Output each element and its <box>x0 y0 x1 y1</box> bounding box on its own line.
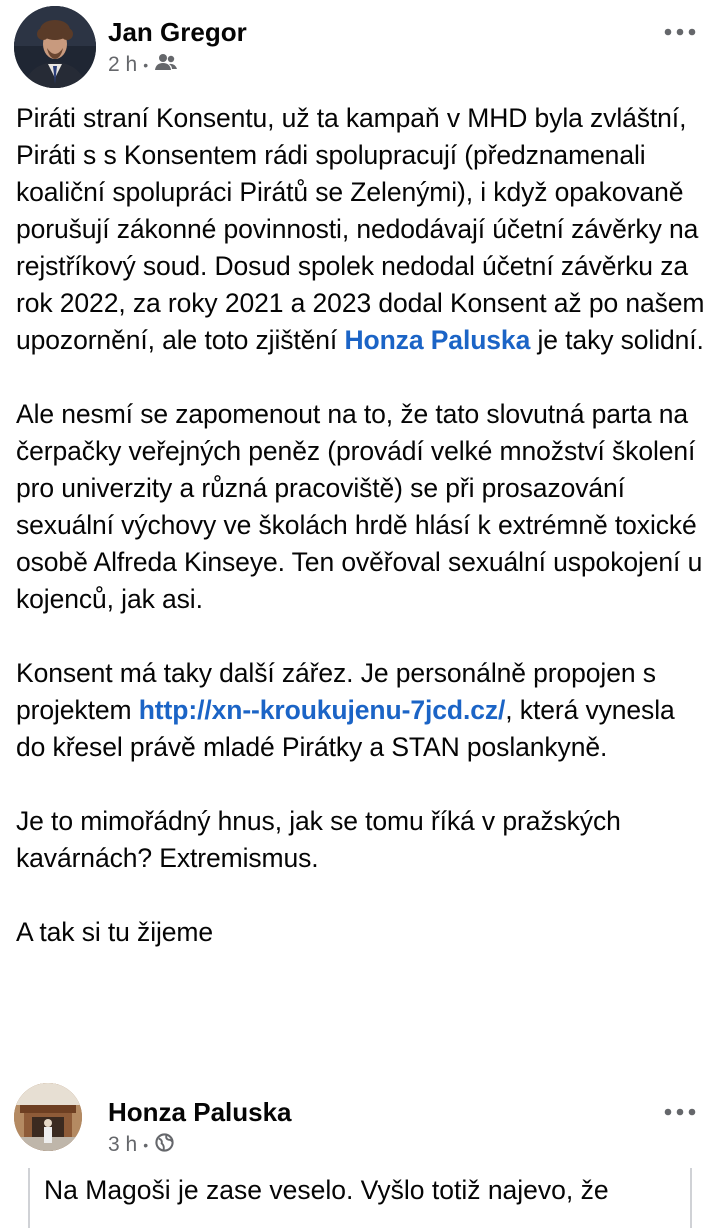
post-text <box>16 100 706 951</box>
shared-author-avatar-image <box>14 1083 82 1151</box>
shared-post-header <box>0 1078 714 1168</box>
post-paragraph: Je to mimořádný hnus, jak se tomu říká v pražských kavárnách? Extremismus. <box>16 806 621 873</box>
paragraph-text: , která vynesla do křesel právě mladé Pirátky a STAN poslankyně. <box>16 695 675 762</box>
more-options-icon <box>664 28 696 36</box>
post-header <box>0 0 714 100</box>
post-paragraph: A tak si tu žijeme <box>16 917 214 947</box>
post-time[interactable]: 2 h <box>108 53 138 76</box>
url-link[interactable]: http://xn--kroukujenu-7jcd.cz/ <box>138 695 506 725</box>
globe-icon[interactable] <box>155 1133 174 1158</box>
author-avatar-image <box>14 6 96 88</box>
shared-post-more-options-button[interactable] <box>660 1100 700 1124</box>
more-options-icon <box>664 1108 696 1116</box>
author-avatar[interactable] <box>14 6 96 88</box>
author-name[interactable]: Jan Gregor <box>108 17 247 47</box>
shared-post-time[interactable]: 3 h <box>108 1133 138 1156</box>
shared-post-content[interactable] <box>28 1168 692 1228</box>
paragraph-text: Piráti straní Konsentu, už ta kampaň v MHD byla zvláštní, Piráti s s Konsentem rádi spolupracují (předznamenali koaliční spolupráci Pirátů se Zelenými), i když opakovaně porušují zákonné povinnosti, nedodávají účetní závěrky na rejstříkový soud. Dosud spolek nedodal účetní závěrku za rok 2022, za roky 2021 a 2023 dodal Konsent až po našem upozornění, ale toto zjištění <box>16 103 705 355</box>
paragraph-text: Konsent má taky další zářez. Je personálně propojen s projektem <box>16 658 656 725</box>
post-more-options-button[interactable] <box>660 20 700 44</box>
friends-icon[interactable] <box>155 53 177 77</box>
post-paragraph <box>16 655 706 766</box>
meta-separator: • <box>143 1137 149 1153</box>
shared-post-text: Na Magoši je zase veselo. Vyšlo totiž najevo, že <box>44 1175 609 1205</box>
post-paragraph <box>16 100 706 359</box>
post-paragraph: Ale nesmí se zapomenout na to, že tato slovutná parta na čerpačky veřejných peněz (provádí velké množství školení pro univerzity a různá pracoviště) se při prosazování sexuální výchovy ve školách hrdě hlásí k extrémně toxické osobě Alfreda Kinseye. Ten ověřoval sexuální uspokojení u kojenců, jak asi. <box>16 399 703 614</box>
mention-link[interactable]: Honza Paluska <box>344 325 531 355</box>
shared-author-name[interactable]: Honza Paluska <box>108 1097 292 1127</box>
meta-separator: • <box>143 57 149 73</box>
shared-author-avatar[interactable] <box>14 1083 82 1151</box>
paragraph-text: je taky solidní. <box>530 325 704 355</box>
shared-post-meta <box>108 1132 174 1158</box>
post-meta <box>108 52 177 78</box>
